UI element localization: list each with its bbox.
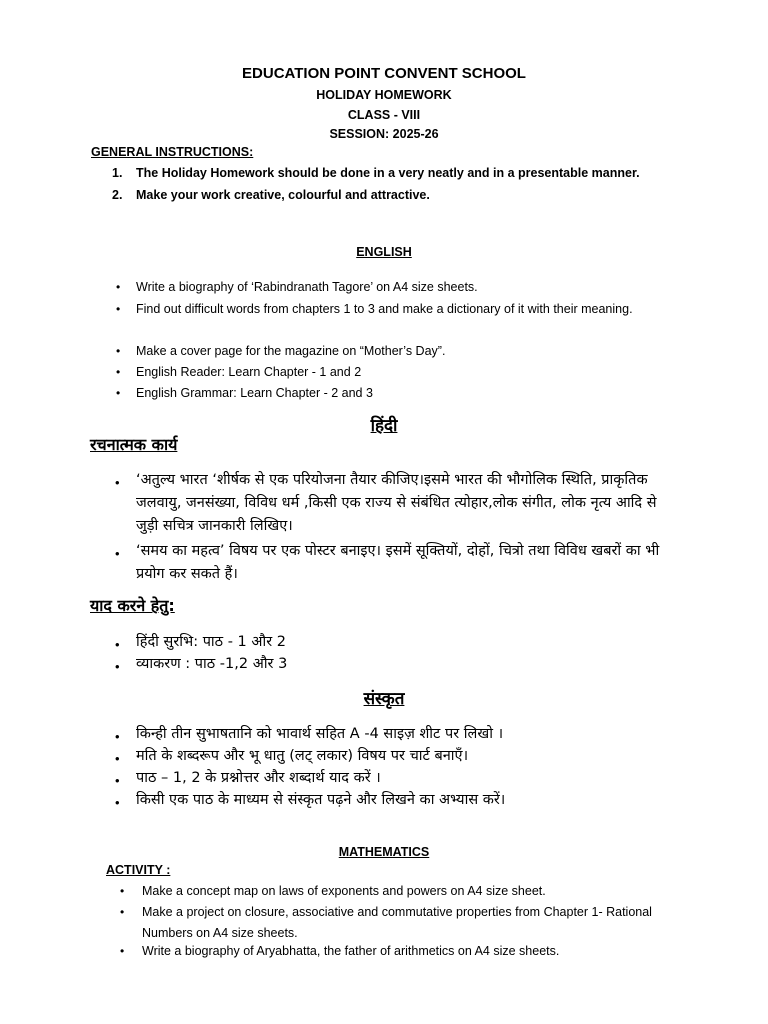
bullet-icon: •	[116, 280, 121, 294]
instruction-number: 1.	[112, 166, 123, 180]
hindi-creative-heading: रचनात्मक कार्य	[90, 435, 178, 454]
sanskrit-heading: संस्कृत	[363, 689, 405, 709]
bullet-icon: •	[120, 905, 125, 919]
bullet-icon: •	[116, 302, 121, 316]
general-instructions-heading: GENERAL INSTRUCTIONS:	[91, 145, 254, 159]
bullet-icon: •	[115, 546, 120, 561]
session-label: SESSION: 2025-26	[329, 127, 439, 141]
instruction-text: Make your work creative, colourful and attractive.	[136, 188, 430, 202]
english-item: English Reader: Learn Chapter - 1 and 2	[136, 365, 362, 379]
bullet-icon: •	[115, 795, 120, 810]
english-item: Make a cover page for the magazine on “Mother’s Day”.	[136, 344, 446, 358]
mathematics-item: Write a biography of Aryabhatta, the father of arithmetics on A4 size sheets.	[142, 944, 560, 958]
bullet-icon: •	[116, 344, 121, 358]
bullet-icon: •	[120, 944, 125, 958]
mathematics-item: Make a concept map on laws of exponents and powers on A4 size sheet.	[142, 884, 546, 898]
class-label: CLASS - VIII	[347, 108, 421, 122]
sanskrit-item: पाठ – 1, 2 के प्रश्नोत्तर और शब्दार्थ याद करें ।	[136, 770, 381, 786]
bullet-icon: •	[116, 386, 121, 400]
bullet-icon: •	[115, 637, 120, 652]
sanskrit-item: किन्ही तीन सुभाषतानि को भावार्थ सहित A -4 साइज़ शीट पर लिखो ।	[136, 726, 504, 742]
bullet-icon: •	[116, 365, 121, 379]
document-title: HOLIDAY HOMEWORK	[316, 88, 452, 102]
mathematics-heading: MATHEMATICS	[338, 845, 430, 859]
hindi-item: ‘समय का महत्व’ विषय पर एक पोस्टर बनाइए। इसमें सूक्तियों, दोहों, चित्रो तथा विविध खबरों का भी प्रयोग कर सकते हैं।	[136, 543, 660, 582]
hindi-item: हिंदी सुरभि: पाठ - 1 और 2	[136, 634, 286, 650]
bullet-icon: •	[115, 659, 120, 674]
hindi-memorize-heading: याद करने हेतु:	[90, 596, 175, 615]
english-heading: ENGLISH	[356, 245, 412, 259]
instruction-item	[112, 166, 640, 180]
sanskrit-item: किसी एक पाठ के माध्यम से संस्कृत पढ़ने और लिखने का अभ्यास करें।	[136, 792, 506, 808]
bullet-icon: •	[115, 751, 120, 766]
instruction-number: 2.	[112, 188, 123, 202]
sanskrit-item: मति के शब्दरूप और भू धातु (लट् लकार) विषय पर चार्ट बनाएँ।	[136, 748, 469, 764]
bullet-icon: •	[115, 773, 120, 788]
instruction-item	[112, 188, 430, 202]
english-item: Write a biography of ‘Rabindranath Tagore’ on A4 size sheets.	[136, 280, 478, 294]
hindi-item: ‘अतुल्य भारत ‘शीर्षक से एक परियोजना तैयार कीजिए।इसमे भारत की भौगोलिक स्थिति, प्राकृतिक जलवायु, जनसंख्या, विविध धर्म ,किसी एक राज्य से संबंधित त्योहार,लोक संगीत, लोक नृत्य आदि से जुड़ी सचित्र जानकारी लिखिए।	[136, 472, 657, 534]
instruction-text: The Holiday Homework should be done in a very neatly and in a presentable manner.	[136, 166, 640, 180]
mathematics-item: Make a project on closure, associative and commutative properties from Chapter 1- Rational Numbers on A4 size sheets.	[142, 905, 652, 940]
hindi-heading: हिंदी	[370, 416, 398, 436]
english-item: Find out difficult words from chapters 1 to 3 and make a dictionary of it with their meaning.	[136, 302, 633, 316]
english-item: English Grammar: Learn Chapter - 2 and 3	[136, 386, 373, 400]
school-name: EDUCATION POINT CONVENT SCHOOL	[242, 65, 526, 82]
bullet-icon: •	[115, 729, 120, 744]
hindi-item: व्याकरण : पाठ -1,2 और 3	[136, 656, 288, 672]
bullet-icon: •	[115, 475, 120, 490]
mathematics-activity-heading: ACTIVITY :	[106, 863, 171, 877]
bullet-icon: •	[120, 884, 125, 898]
